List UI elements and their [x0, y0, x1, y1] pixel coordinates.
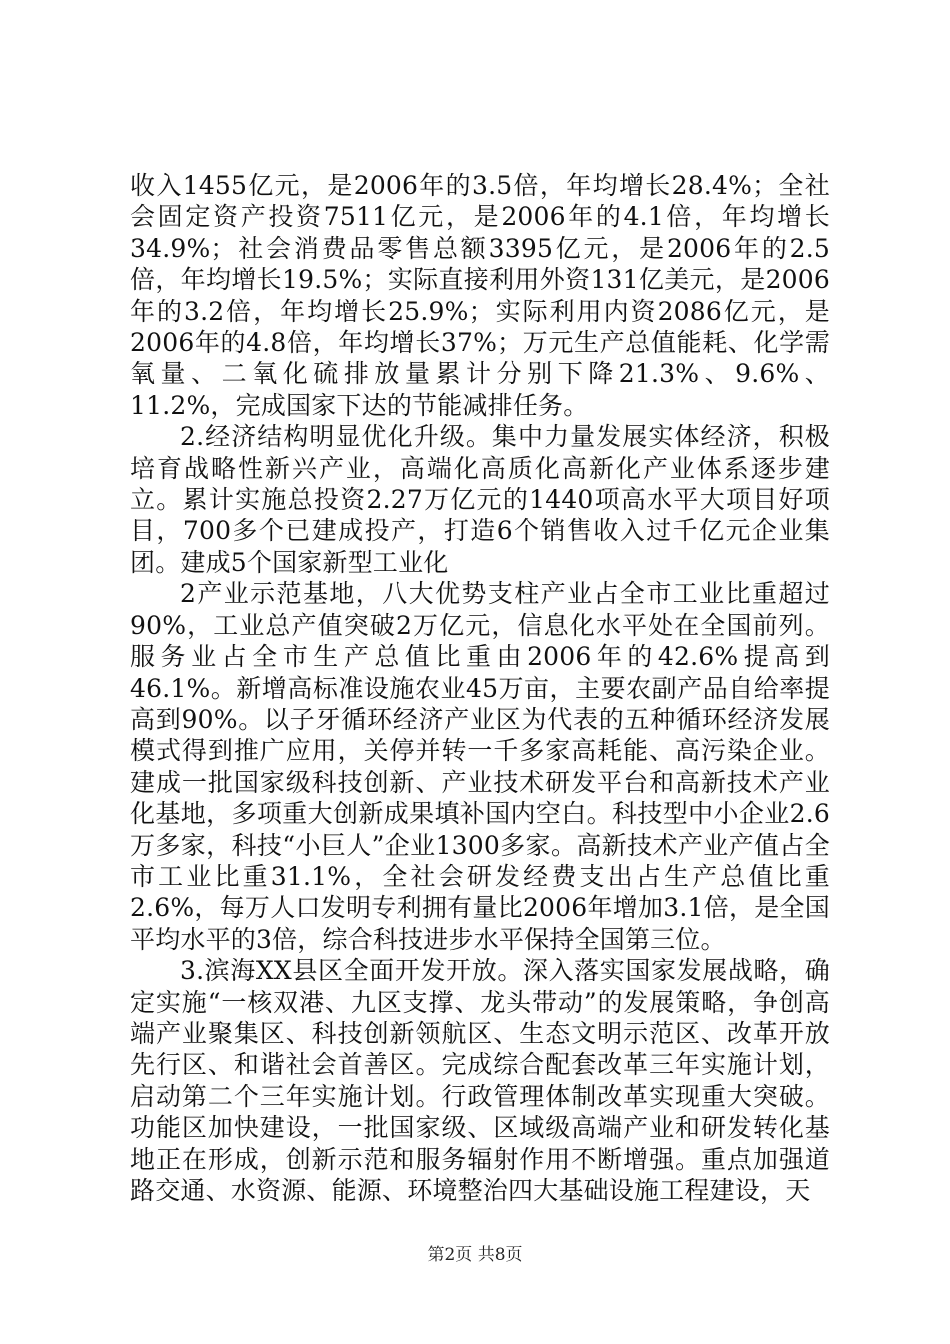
paragraph-industrial-demo-base: 2产业示范基地，八大优势支柱产业占全市工业比重超过90%，工业总产值突破2万亿元，信息化水平处在全国前列。服务业占全市生产总值比重由2006年的42.6%提高到46.1%。新增高标准设施农业45万亩，主要农副产品自给率提高到90%。以子牙循环经济产业区为代表的五种循环经济发展模式得到推广应用，关停并转一千多家高耗能、高污染企业。建成一批国家级科技创新、产业技术研发平台和高新技术产业化基地，多项重大创新成果填补国内空白。科技型中小企业2.6万多家，科技“小巨人”企业1300多家。高新技术产业产值占全市工业比重31.1%，全社会研发经费支出占生产总值比重2.6%，每万人口发明专利拥有量比2006年增加3.1倍，是全国平均水平的3倍，综合科技进步水平保持全国第三位。: [130, 579, 830, 954]
paragraph-income-summary: 收入1455亿元，是2006年的3.5倍，年均增长28.4%；全社会固定资产投资7511亿元，是2006年的4.1倍，年均增长34.9%；社会消费品零售总额3395亿元，是2006年的2.5倍，年均增长19.5%；实际直接利用外资131亿美元，是2006年的3.2倍，年均增长25.9%；实际利用内资2086亿元，是2006年的4.8倍，年均增长37%；万元生产总值能耗、化学需氧量、二氧化硫排放量累计分别下降21.3%、9.6%、11.2%，完成国家下达的节能减排任务。: [130, 171, 830, 420]
document-body: [130, 170, 830, 1206]
paragraph-economic-structure: 2.经济结构明显优化升级。集中力量发展实体经济，积极培育战略性新兴产业，高端化高质化高新化产业体系逐步建立。累计实施总投资2.27万亿元的1440项高水平大项目好项目，700多个已建成投产，打造6个销售收入过千亿元企业集团。建成5个国家新型工业化: [130, 422, 830, 577]
page-number-footer: 第2页 共8页: [427, 1245, 523, 1265]
paragraph-binhai-development: 3.滨海XX县区全面开发开放。深入落实国家发展战略，确定实施“一核双港、九区支撑、龙头带动”的发展策略，争创高端产业聚集区、科技创新领航区、生态文明示范区、改革开放先行区、和谐社会首善区。完成综合配套改革三年实施计划，启动第二个三年实施计划。行政管理体制改革实现重大突破。功能区加快建设，一批国家级、区域级高端产业和研发转化基地正在形成，创新示范和服务辐射作用不断增强。重点加强道路交通、水资源、能源、环境整治四大基础设施工程建设，天: [130, 956, 830, 1205]
